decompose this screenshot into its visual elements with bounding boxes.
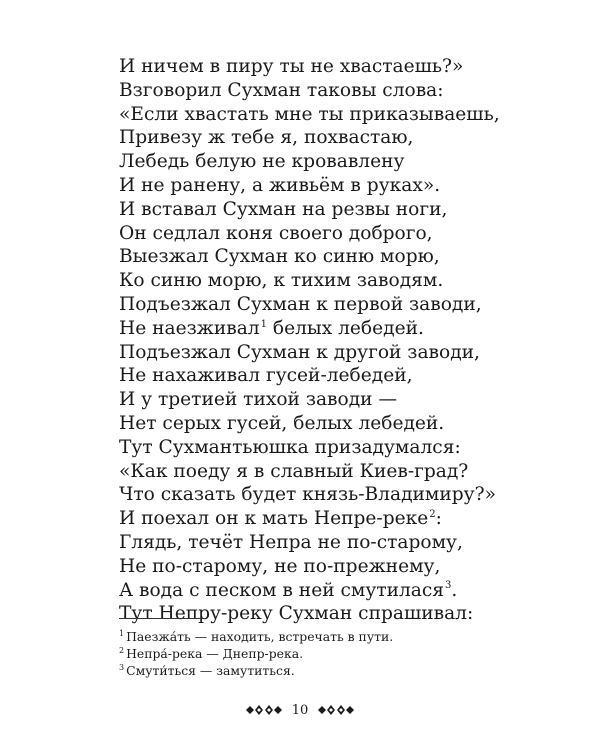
poem-line [119,269,559,293]
poem-line [119,293,559,317]
poem-line [119,602,559,626]
poem-line [119,198,559,222]
poem-line [119,103,559,127]
poem-line [119,364,559,388]
poem-line-text: Не нахаживал гусей-лебедей, [119,365,413,387]
footnote-mark: 2 [119,645,125,655]
poem-line [119,507,559,531]
poem-line-text: И ничем в пиру ты не хвастаешь?» [119,56,464,77]
poem-line [119,55,559,79]
footnote-text: Смути́ться — замутиться. [126,663,295,678]
poem-text [119,55,559,626]
poem-line-text: Не наезживал [119,317,260,339]
poem-line [119,412,559,436]
poem-line [119,436,559,460]
poem-line-text: А вода с песком в ней смутилася [119,579,445,601]
poem-line [119,388,559,412]
poem-line-text: «Как поеду я в славный Киев-град? [119,460,469,482]
poem-line-text: Тут Непру-реку Сухман спрашивал: [119,603,474,625]
poem-line [119,460,559,484]
poem-line-text: И поехал он к мать Непре-реке [119,508,429,530]
footnote-text: Непра́-река — Днепр-река. [126,646,304,661]
poem-line [119,126,559,150]
page-number: 10 [291,702,309,718]
poem-line [119,150,559,174]
poem-line [119,579,559,603]
footnote-text: Паезжа́ть — находить, встречать в пути. [126,629,394,644]
footnote-mark: 1 [119,628,125,638]
folk-ornament-icon [246,703,282,717]
poem-line-text: Ко синю морю, к тихим заводям. [119,270,444,292]
poem-line-text: Тут Сухмантьюшка призадумался: [119,436,461,458]
poem-line-text: И не ранену, а живьём в руках». [119,174,441,196]
poem-line-text: И у третией тихой заводи — [119,389,398,411]
poem-line-text: Подъезжал Сухман к первой заводи, [119,293,482,315]
poem-line-text: Взговорил Сухман таковы слова: [119,79,444,101]
poem-line [119,222,559,246]
footnote-reference: 1 [260,318,267,330]
poem-line-text: : [435,508,442,530]
footnote-reference: 2 [429,508,436,520]
page-footer [0,698,600,722]
poem-line-text: . [451,579,458,601]
poem-line-text: Привезу ж тебе я, похвастаю, [119,127,414,149]
poem-line-text: Он седлал коня своего доброго, [119,222,433,244]
poem-line [119,317,559,341]
folk-ornament-icon [318,703,354,717]
poem-line-text: Подъезжал Сухман к другой заводи, [119,341,480,363]
poem-line [119,555,559,579]
footnote [119,628,559,645]
footnote-mark: 3 [119,662,125,672]
footnote [119,645,559,662]
footnote-divider [119,618,203,619]
poem-line-text: Нет серых гусей, белых лебедей. [119,412,445,434]
poem-line [119,245,559,269]
poem-line [119,174,559,198]
poem-line-text: Лебедь белую не кровавлену [119,151,405,173]
poem-line [119,531,559,555]
poem-line-text: Глядь, течёт Непра не по-старому, [119,531,463,553]
poem-line [119,341,559,365]
poem-line-text: Что сказать будет князь-Владимиру?» [119,484,496,506]
footnotes [119,628,559,679]
footnote-reference: 3 [445,580,452,592]
footnote [119,662,559,679]
poem-line [119,483,559,507]
poem-line-text: И вставал Сухман на резвы ноги, [119,198,448,220]
poem-line [119,79,559,103]
poem-line-text: белых лебедей. [267,317,424,339]
poem-line-text: Выезжал Сухман ко синю морю, [119,246,440,268]
poem-line-text: Не по-старому, не по-прежнему, [119,555,441,577]
poem-line-text: «Если хвастать мне ты приказываешь, [119,103,500,125]
